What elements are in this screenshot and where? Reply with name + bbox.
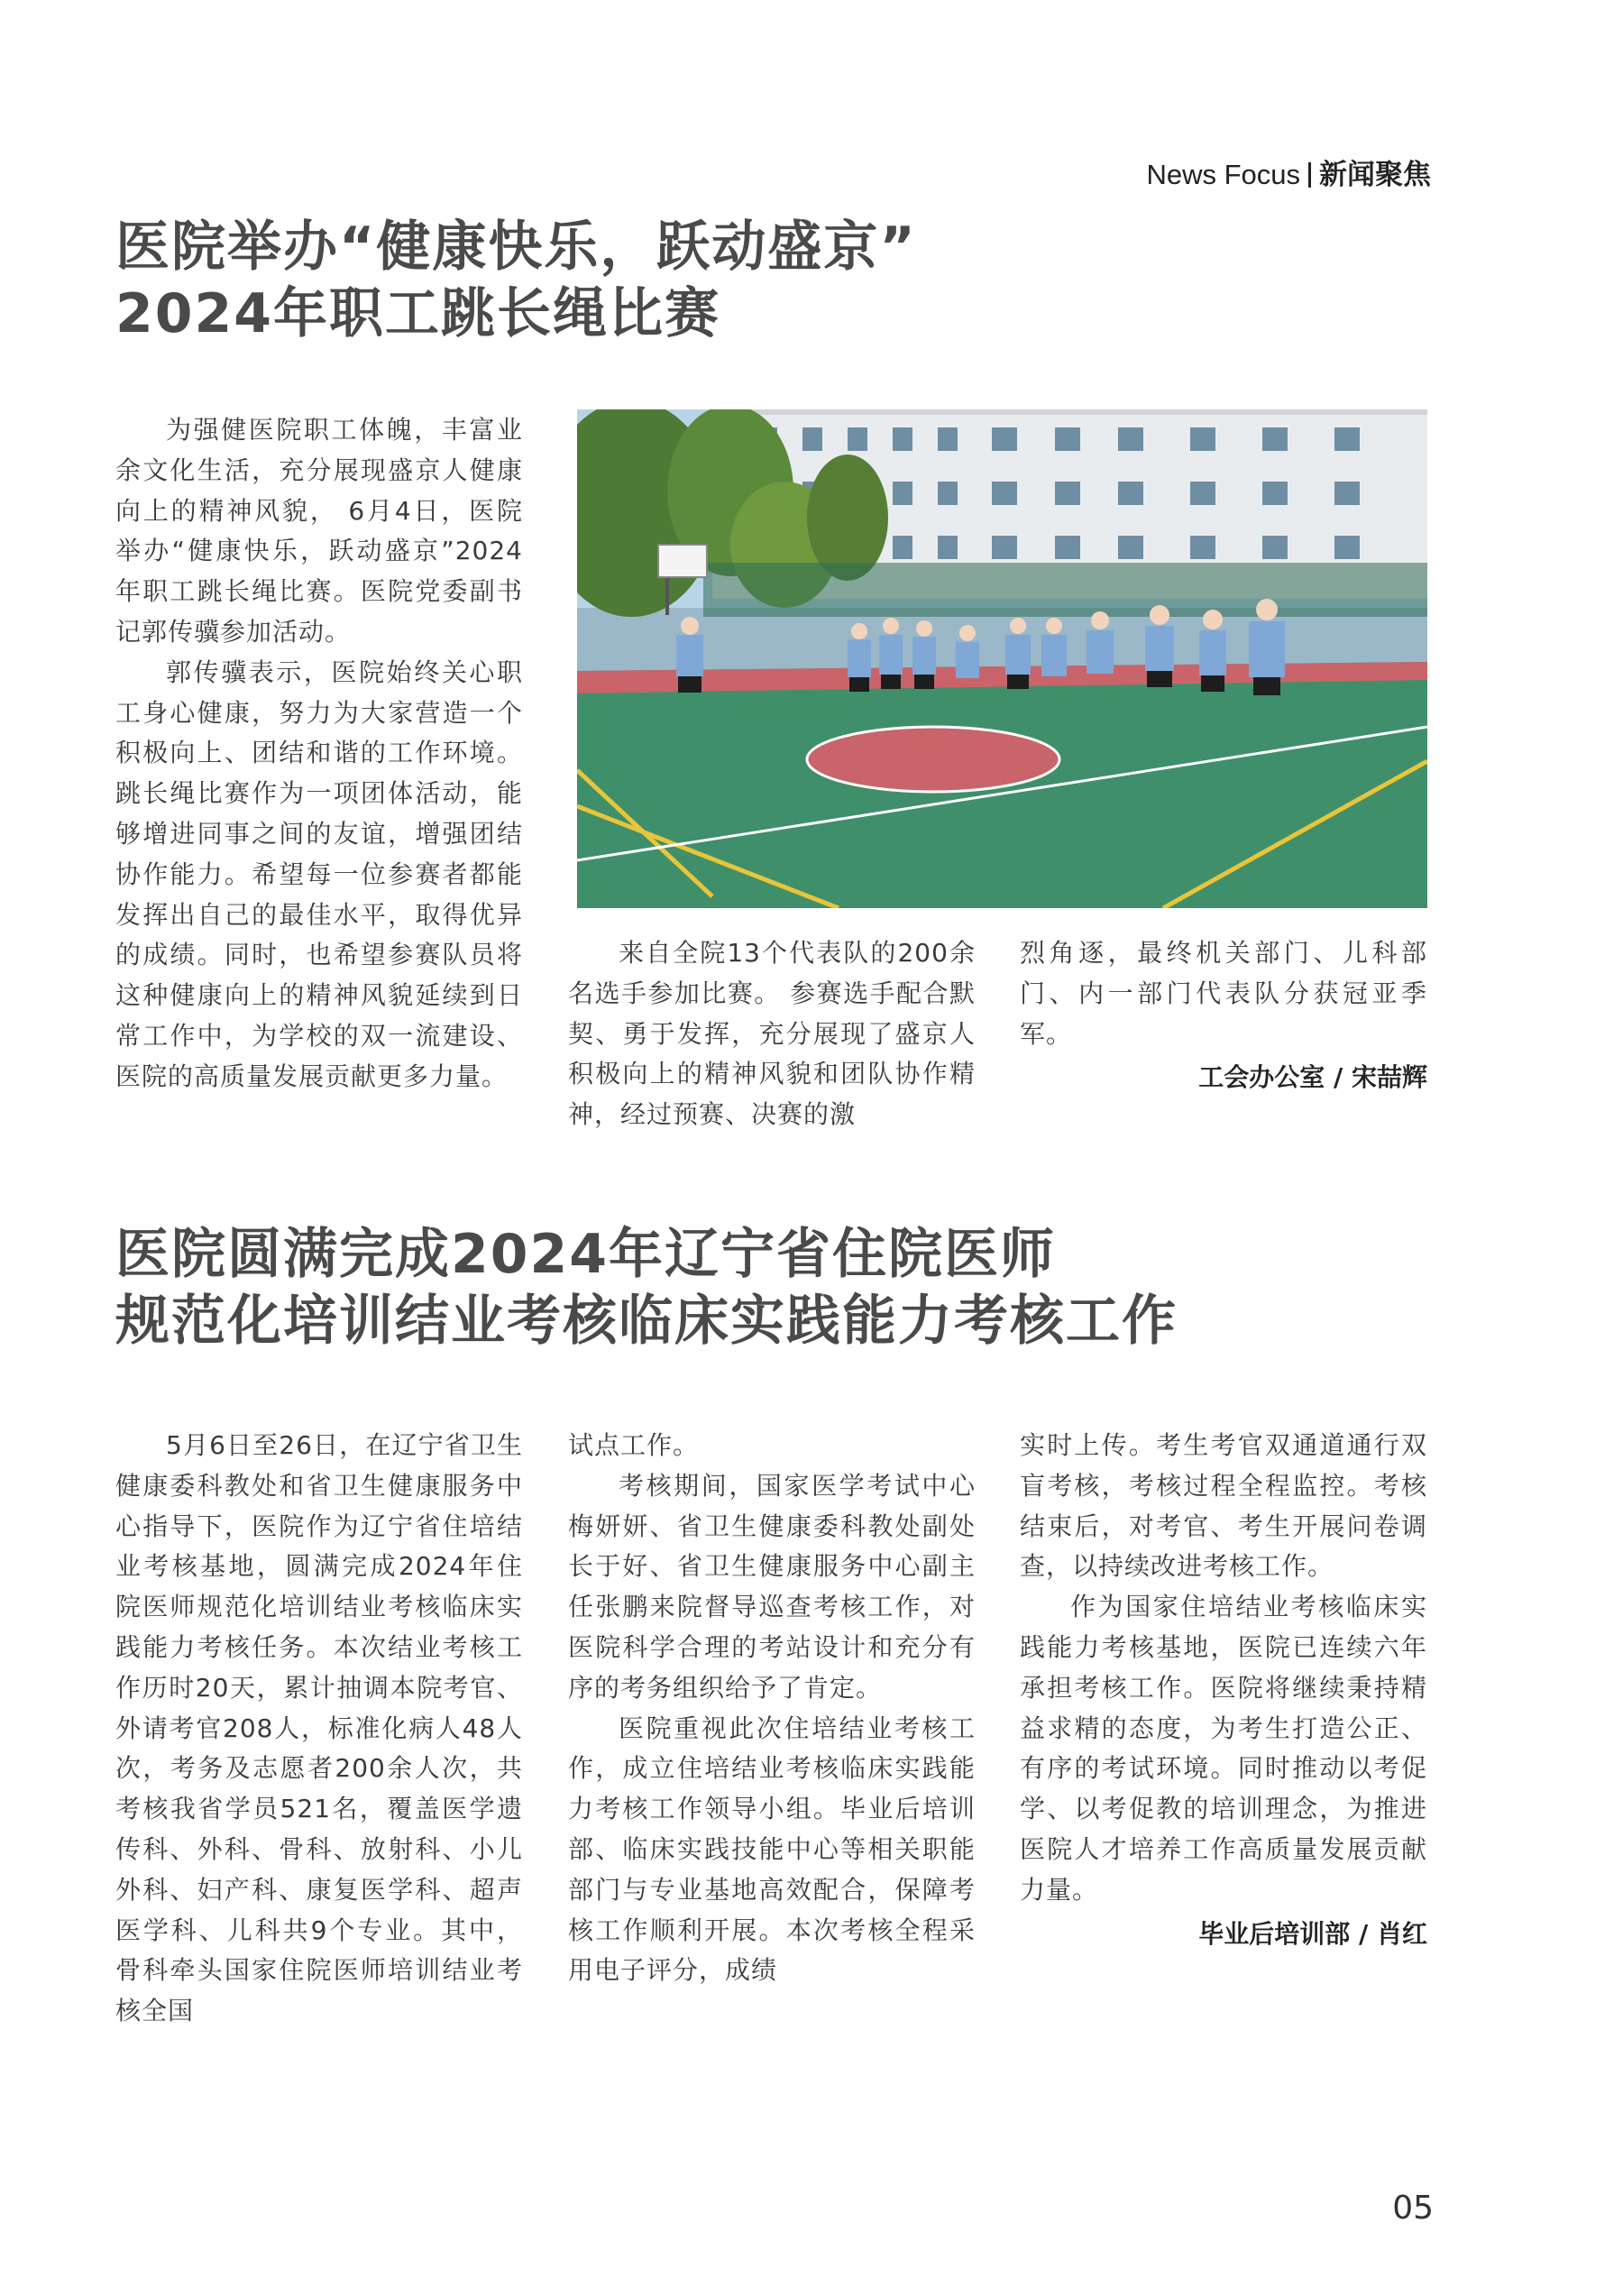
article2-paragraph: 考核期间，国家医学考试中心梅妍妍、省卫生健康委科教处副处长于好、省卫生健康服务中心副主任张鹏来院督导巡查考核工作，对医院科学合理的考站设计和充分有序的考务组织给予了肯定。 — [568, 1470, 976, 1703]
article1-author: 工会办公室 / 宋喆辉 — [1198, 1062, 1427, 1093]
article1-title-line1: 医院举办“健康快乐，跃动盛京” — [115, 216, 917, 279]
section-header-en: News Focus — [1146, 159, 1300, 190]
article2-column-3 — [1020, 1426, 1427, 1954]
article2-paragraph: 试点工作。 — [568, 1430, 700, 1460]
article1-paragraph: 烈角逐，最终机关部门、儿科部门、内一部门代表队分获冠亚季军。 — [1020, 938, 1427, 1049]
article2-paragraph: 作为国家住培结业考核临床实践能力考核基地，医院已连续六年承担考核工作。医院将继续秉持精益求精的态度，为考生打造公正、有序的考试环境。同时推动以考促学、以考促教的培训理念，为推进医院人才培养工作高质量发展贡献力量。 — [1020, 1592, 1427, 1905]
article2-paragraph: 5月6日至26日，在辽宁省卫生健康委科教处和省卫生健康服务中心指导下，医院作为辽宁省住培结业考核基地，圆满完成2024年住院医师规范化培训结业考核临床实践能力考核任务。本次结业考核工作历时20天，累计抽调本院考官、外请考官208人，标准化病人48人次，考务及志愿者200余人次，共考核我省学员521名，覆盖医学遗传科、外科、骨科、放射科、小儿外科、妇产科、康复医学科、超声医学科、儿科共9个专业。其中，骨科牵头国家住院医师培训结业考核全国 — [115, 1430, 523, 2026]
article1-paragraph: 郭传骥表示，医院始终关心职工身心健康，努力为大家营造一个积极向上、团结和谐的工作环境。跳长绳比赛作为一项团体活动，能够增进同事之间的友谊，增强团结协作能力。希望每一位参赛者都能发挥出自己的最佳水平，取得优异的成绩。同时，也希望参赛队员将这种健康向上的精神风貌延续到日常工作中，为学校的双一流建设、医院的高质量发展贡献更多力量。 — [115, 657, 523, 1091]
section-header — [1146, 152, 1431, 192]
header-divider — [1308, 162, 1311, 188]
article1-paragraph: 来自全院13个代表队的200余名选手参加比赛。 参赛选手配合默契、勇于发挥，充分展现了盛京人积极向上的精神风貌和团队协作精神，经过预赛、决赛的激 — [568, 938, 976, 1130]
article2-author: 毕业后培训部 / 肖红 — [1198, 1918, 1427, 1949]
article1-paragraph: 为强健医院职工体魄，丰富业余文化生活，充分展现盛京人健康向上的精神风貌， 6月4日，医院举办“健康快乐，跃动盛京”2024年职工跳长绳比赛。医院党委副书记郭传骥参加活动。 — [115, 415, 523, 647]
article1-column-2 — [568, 933, 976, 1135]
article1-column-3 — [1020, 933, 1427, 1098]
article2-paragraph: 医院重视此次住培结业考核工作，成立住培结业考核临床实践能力考核工作领导小组。毕业后培训部、临床实践技能中心等相关职能部门与专业基地高效配合，保障考核工作顺利开展。本次考核全程采用电子评分，成绩 — [568, 1713, 976, 1986]
article1-title — [115, 214, 917, 347]
article2-title-line1: 医院圆满完成2024年辽宁省住院医师 — [115, 1223, 1056, 1286]
article2-column-1 — [115, 1426, 523, 2032]
article2-column-2 — [568, 1426, 976, 1991]
page-number: 05 — [1392, 2190, 1434, 2227]
article2-title — [115, 1221, 1178, 1355]
article2-title-line2: 规范化培训结业考核临床实践能力考核工作 — [115, 1290, 1178, 1353]
article1-title-line2: 2024年职工跳长绳比赛 — [115, 282, 720, 345]
section-header-cn: 新闻聚焦 — [1319, 159, 1431, 191]
jump-rope-photo — [577, 409, 1427, 908]
article2-paragraph: 实时上传。考生考官双通道通行双盲考核，考核过程全程监控。考核结束后，对考官、考生开展问卷调查，以持续改进考核工作。 — [1020, 1430, 1427, 1582]
article1-column-1 — [115, 410, 523, 1097]
